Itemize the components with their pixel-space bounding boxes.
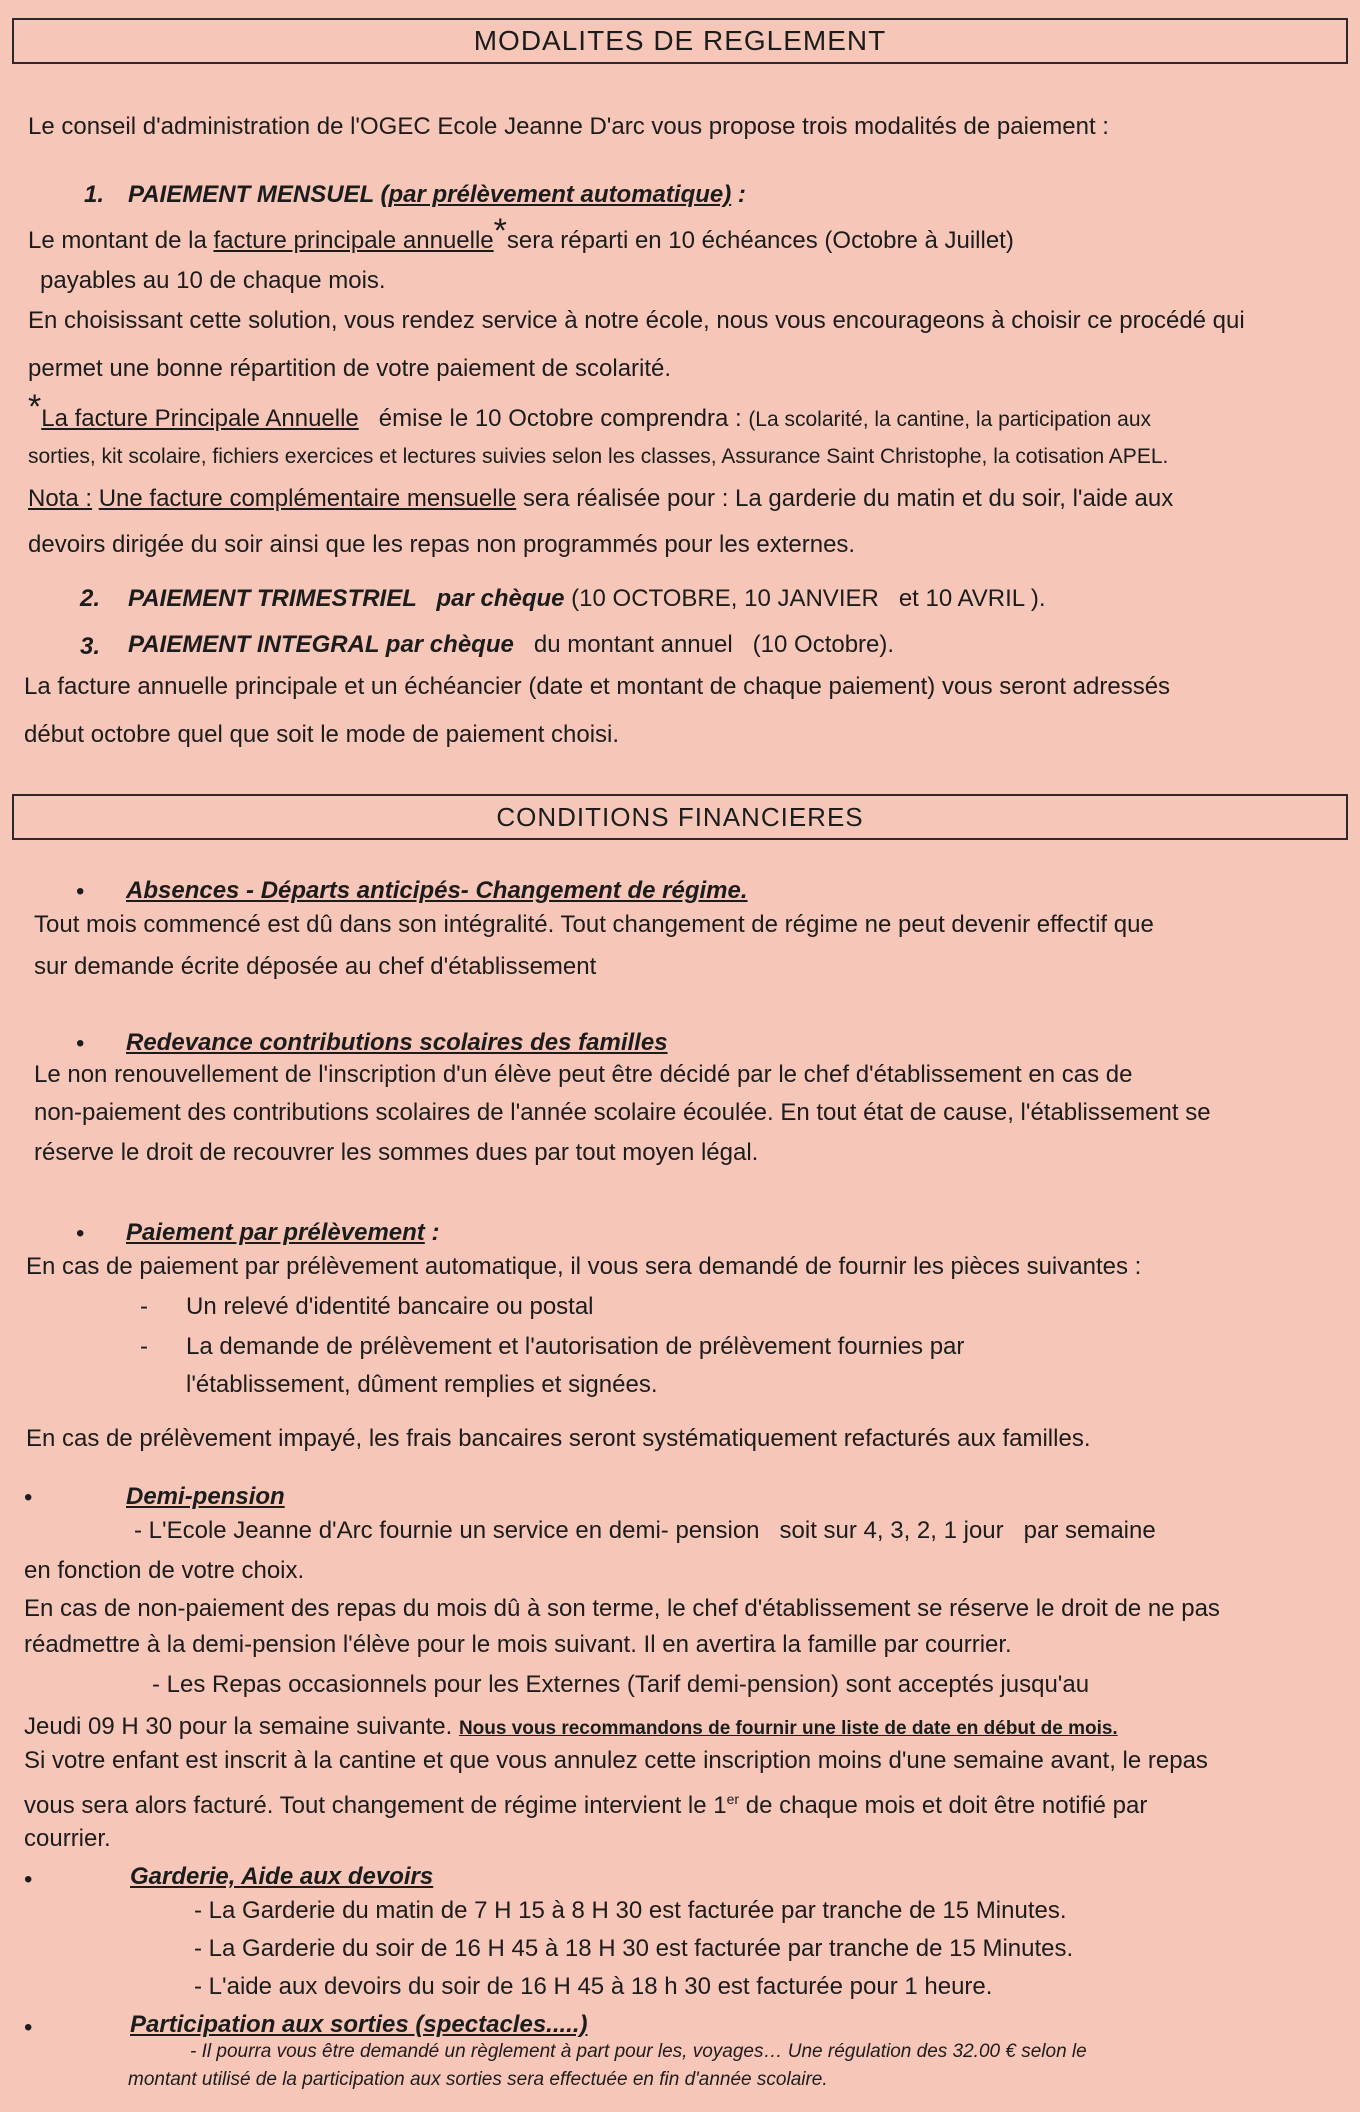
demi-pension-title: Demi-pension <box>126 1483 285 1510</box>
demi-pension-line-2: en fonction de votre choix. <box>24 1557 305 1584</box>
redevance-line-1: Le non renouvellement de l'inscription d'un élève peut être décidé par le chef d'établissement en cas de <box>34 1061 1133 1088</box>
item-1-number: 1. <box>84 181 105 208</box>
echeancier-line-2: début octobre quel que soit le mode de paiement choisi. <box>24 721 620 748</box>
echeancier-line-1: La facture annuelle principale et un échéancier (date et montant de chaque paiement) vous seront adressés <box>24 673 1171 700</box>
sorties-line-2: montant utilisé de la participation aux sorties sera effectuée en fin d'année scolaire. <box>128 2069 828 2090</box>
garderie-line-3: - L'aide aux devoirs du soir de 16 H 45 à 18 h 30 est facturée pour 1 heure. <box>194 1973 993 2000</box>
mensuel-line-4: permet une bonne répartition de votre paiement de scolarité. <box>28 355 672 382</box>
asterisk-mark: * <box>493 212 507 250</box>
item-2-line: PAIEMENT TRIMESTRIEL par chèque (10 OCTOBRE, 10 JANVIER et 10 AVRIL ). <box>128 585 1046 612</box>
facture-principale-line-2: sorties, kit scolaire, fichiers exercices et lectures suivies selon les classes, Assurance Saint Christophe, la cotisation APEL. <box>28 445 1169 468</box>
item-1-title: PAIEMENT MENSUEL (par prélèvement automatique) : <box>128 181 746 208</box>
recommandation-note: Nous vous recommandons de fournir une liste de date en début de mois. <box>458 1718 1118 1739</box>
facture-link-text: facture principale annuelle <box>213 227 494 254</box>
redevance-title: Redevance contributions scolaires des familles <box>126 1029 668 1056</box>
redevance-line-2: non-paiement des contributions scolaires de l'année scolaire écoulée. En tout état de cause, l'établissement se <box>34 1099 1211 1126</box>
dash: - <box>140 1293 148 1320</box>
absences-title: Absences - Départs anticipés- Changement de régime. <box>126 877 748 904</box>
facture-principale-line: *La facture Principale Annuelle émise le 10 Octobre comprendra : (La scolarité, la cantine, la participation aux <box>28 388 1152 432</box>
mensuel-line-3: En choisissant cette solution, vous rendez service à notre école, nous vous encourageons à choisir ce procédé qui <box>28 307 1245 334</box>
bullet: • <box>76 1220 85 1247</box>
section-title-text: CONDITIONS FINANCIERES <box>496 802 864 832</box>
nota-line-2: devoirs dirigée du soir ainsi que les repas non programmés pour les externes. <box>28 531 856 558</box>
demi-pension-line-8: vous sera alors facturé. Tout changement de régime intervient le 1er de chaque mois et doit être notifié par <box>24 1791 1148 1819</box>
garderie-line-1: - La Garderie du matin de 7 H 15 à 8 H 30 est facturée par tranche de 15 Minutes. <box>194 1897 1067 1924</box>
prelevement-item-1: Un relevé d'identité bancaire ou postal <box>186 1293 594 1320</box>
demi-pension-line-7: Si votre enfant est inscrit à la cantine et que vous annulez cette inscription moins d'une semaine avant, le repas <box>24 1747 1208 1774</box>
demi-pension-line-1: - L'Ecole Jeanne d'Arc fournie un service en demi- pension soit sur 4, 3, 2, 1 jour par semaine <box>134 1517 1156 1544</box>
intro-text: Le conseil d'administration de l'OGEC Ecole Jeanne D'arc vous propose trois modalités de paiement : <box>28 113 1109 140</box>
prelevement-line-1: En cas de paiement par prélèvement automatique, il vous sera demandé de fournir les pièces suivantes : <box>26 1253 1142 1280</box>
section-title-modalites <box>12 18 1348 64</box>
bullet: • <box>76 878 85 905</box>
sorties-line-1: - Il pourra vous être demandé un règlement à part pour les, voyages… Une régulation des 32.00 € selon le <box>190 2041 1087 2062</box>
section-title-text: MODALITES DE REGLEMENT <box>473 25 887 56</box>
prelevement-line-impaye: En cas de prélèvement impayé, les frais bancaires seront systématiquement refacturés aux familles. <box>26 1425 1091 1452</box>
demi-pension-line-3: En cas de non-paiement des repas du mois dû à son terme, le chef d'établissement se réserve le droit de ne pas <box>24 1595 1220 1622</box>
prelevement-title: Paiement par prélèvement : <box>126 1219 440 1246</box>
item-2-number: 2. <box>80 585 101 612</box>
nota-line: Nota : Une facture complémentaire mensuelle sera réalisée pour : La garderie du matin et du soir, l'aide aux <box>28 485 1174 512</box>
demi-pension-line-4: réadmettre à la demi-pension l'élève pour le mois suivant. Il en avertira la famille par courrier. <box>24 1631 1012 1658</box>
garderie-title: Garderie, Aide aux devoirs <box>130 1863 434 1890</box>
bullet: • <box>24 1484 33 1511</box>
bullet: • <box>76 1030 85 1057</box>
mensuel-line-1: Le montant de la facture principale annuelle*sera réparti en 10 échéances (Octobre à Juillet) <box>28 212 1014 254</box>
asterisk-mark: * <box>28 388 42 426</box>
item-1-subtitle: (par prélèvement automatique) <box>380 181 732 208</box>
sorties-title: Participation aux sorties (spectacles.....) <box>130 2011 588 2038</box>
item-3-line: PAIEMENT INTEGRAL par chèque du montant annuel (10 Octobre). <box>128 631 895 658</box>
demi-pension-line-9: courrier. <box>24 1825 111 1852</box>
absences-line-2: sur demande écrite déposée au chef d'établissement <box>34 953 597 980</box>
redevance-line-3: réserve le droit de recouvrer les sommes dues par tout moyen légal. <box>34 1139 759 1166</box>
section-title-conditions <box>12 794 1348 840</box>
mensuel-line-2: payables au 10 de chaque mois. <box>40 267 386 294</box>
demi-pension-line-5: - Les Repas occasionnels pour les Externes (Tarif demi-pension) sont acceptés jusqu'au <box>152 1671 1090 1698</box>
item-3-number: 3. <box>80 633 101 660</box>
prelevement-item-2: La demande de prélèvement et l'autorisation de prélèvement fournies par <box>186 1333 965 1360</box>
dash: - <box>140 1333 148 1360</box>
garderie-line-2: - La Garderie du soir de 16 H 45 à 18 H 30 est facturée par tranche de 15 Minutes. <box>194 1935 1074 1962</box>
prelevement-item-2b: l'établissement, dûment remplies et signées. <box>186 1371 658 1398</box>
bullet: • <box>24 2014 33 2041</box>
item-3-title: PAIEMENT INTEGRAL par chèque <box>128 631 514 658</box>
item-2-title: PAIEMENT TRIMESTRIEL par chèque <box>128 585 565 612</box>
bullet: • <box>24 1866 33 1893</box>
absences-line-1: Tout mois commencé est dû dans son intégralité. Tout changement de régime ne peut devenir effectif que <box>34 911 1154 938</box>
demi-pension-line-6: Jeudi 09 H 30 pour la semaine suivante. Nous vous recommandons de fournir une liste de date en début de mois. <box>24 1713 1118 1740</box>
